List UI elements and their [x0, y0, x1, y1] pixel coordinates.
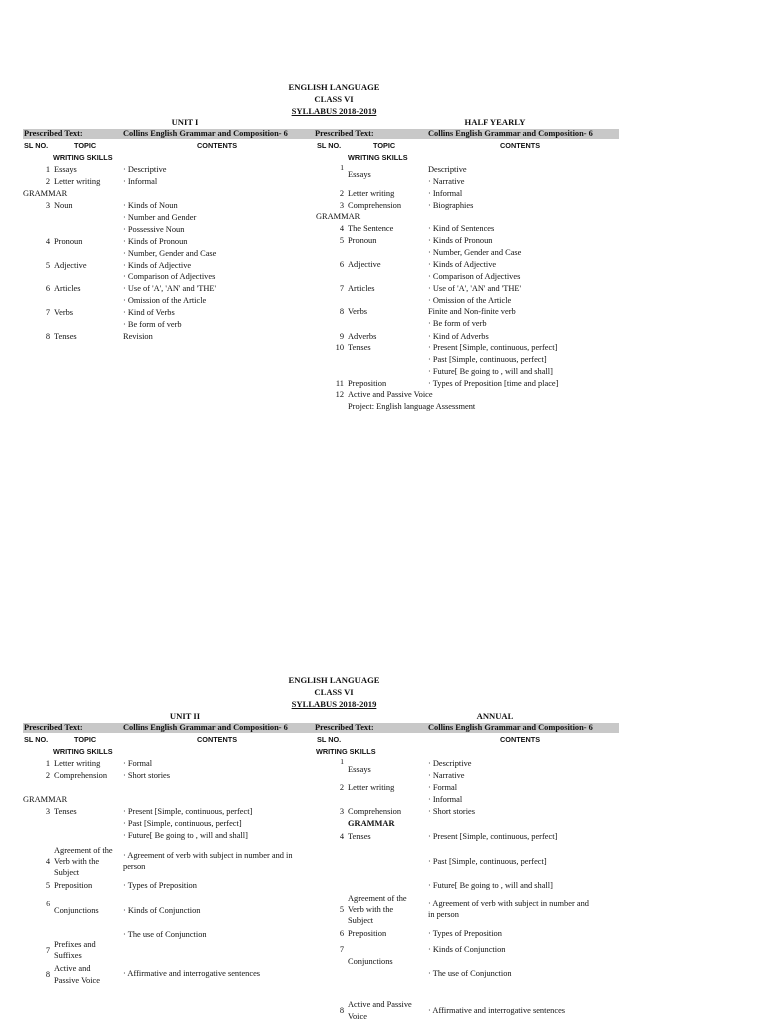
- topic: Letter writing: [54, 759, 101, 768]
- topic: Essays: [54, 165, 77, 174]
- sl-no: 7: [45, 946, 50, 955]
- grammar-heading: GRAMMAR: [316, 212, 361, 221]
- content: in person: [428, 910, 459, 919]
- prescribed-label: Prescribed Text:: [315, 129, 374, 138]
- sl-no: 3: [45, 807, 50, 816]
- content: · Types of Preposition: [428, 929, 502, 938]
- content: · Kind of Verbs: [123, 308, 175, 317]
- grammar-heading: GRAMMAR: [23, 189, 68, 198]
- topic: Verbs: [54, 308, 74, 317]
- sl-no: 11: [335, 379, 344, 388]
- prescribed-book: Collins English Grammar and Composition- 6: [428, 129, 593, 138]
- prescribed-book: Collins English Grammar and Composition- 6: [123, 723, 288, 732]
- content: · Kind of Adverbs: [428, 332, 489, 341]
- topic: Agreement of the: [348, 894, 407, 903]
- content: · Past [Simple, continuous, perfect]: [123, 819, 242, 828]
- col-contents: CONTENTS: [500, 735, 541, 744]
- sl-no: 5: [339, 905, 344, 914]
- col-topic: TOPIC: [74, 735, 97, 744]
- content: Finite and Non-finite verb: [428, 307, 516, 316]
- class-label: CLASS VI: [314, 94, 354, 104]
- sl-no: 1: [340, 163, 344, 172]
- topic: Articles: [54, 284, 81, 293]
- sl-no: 3: [45, 201, 50, 210]
- topic: Essays: [348, 765, 371, 774]
- sl-no: 6: [339, 929, 344, 938]
- content: · Informal: [428, 795, 463, 804]
- sl-no: 6: [45, 284, 50, 293]
- writing-skills-heading: WRITING SKILLS: [53, 153, 113, 162]
- topic: Tenses: [348, 343, 371, 352]
- writing-skills-heading: WRITING SKILLS: [316, 747, 376, 756]
- content: · Be form of verb: [428, 319, 487, 328]
- content: · Present [Simple, continuous, perfect]: [123, 807, 253, 816]
- content: · Narrative: [428, 177, 465, 186]
- sl-no: 10: [335, 343, 344, 352]
- topic: Noun: [54, 201, 73, 210]
- sl-no: 1: [45, 165, 50, 174]
- content: · Use of 'A', 'AN' and 'THE': [123, 284, 217, 293]
- topic: Letter writing: [54, 177, 101, 186]
- topic: Tenses: [54, 332, 77, 341]
- col-slno: SL NO.: [24, 141, 49, 150]
- project-note: Project: English language Assessment: [348, 402, 476, 411]
- sl-no: 6: [339, 260, 344, 269]
- grammar-heading: GRAMMAR: [348, 819, 395, 828]
- content: · Kinds of Conjunction: [123, 906, 201, 915]
- sl-no: 8: [45, 970, 50, 979]
- content: · Number, Gender and Case: [123, 249, 217, 258]
- content: · Comparison of Adjectives: [428, 272, 521, 281]
- content: · Kind of Sentences: [428, 224, 495, 233]
- topic: Verbs: [348, 307, 368, 316]
- topic: Articles: [348, 284, 375, 293]
- topic: Conjunctions: [348, 957, 393, 966]
- sl-no: 5: [45, 261, 50, 270]
- content: · Biographies: [428, 201, 474, 210]
- topic: Passive Voice: [54, 976, 100, 985]
- topic: Adjective: [54, 261, 87, 270]
- content: · Informal: [428, 189, 463, 198]
- sl-no: 2: [339, 189, 344, 198]
- content: Revision: [123, 332, 153, 341]
- sl-no: 1: [340, 757, 344, 766]
- content: · Number and Gender: [123, 213, 197, 222]
- content: · The use of Conjunction: [428, 969, 512, 978]
- content: · Descriptive: [428, 759, 472, 768]
- right-term: ANNUAL: [476, 711, 514, 721]
- sl-no: 8: [339, 307, 344, 316]
- content: · Informal: [123, 177, 158, 186]
- content: · Types of Preposition: [123, 881, 197, 890]
- topic: Voice: [348, 1012, 367, 1021]
- topic: Essays: [348, 170, 371, 179]
- topic: Active and Passive Voice: [348, 390, 433, 399]
- content: · Descriptive: [123, 165, 167, 174]
- content: person: [123, 862, 146, 871]
- content: · Affirmative and interrogative sentences: [428, 1006, 566, 1015]
- col-slno: SL NO.: [24, 735, 49, 744]
- content: · Kinds of Adjective: [123, 261, 192, 270]
- content: · Kinds of Pronoun: [123, 237, 188, 246]
- content: · Kinds of Conjunction: [428, 945, 506, 954]
- sl-no: 2: [45, 771, 50, 780]
- topic: Letter writing: [348, 189, 395, 198]
- content: · Agreement of verb with subject in number and in: [123, 851, 293, 860]
- topic: Conjunctions: [54, 906, 99, 915]
- right-term: HALF YEARLY: [464, 117, 526, 127]
- sl-no: 5: [339, 236, 344, 245]
- topic: Subject: [348, 916, 374, 925]
- content: · Omission of the Article: [428, 296, 512, 305]
- sl-no: 1: [45, 759, 50, 768]
- content: · Kinds of Pronoun: [428, 236, 493, 245]
- content: · Formal: [428, 783, 458, 792]
- content: Descriptive: [428, 165, 467, 174]
- topic: Tenses: [54, 807, 77, 816]
- prescribed-bar: [23, 129, 619, 139]
- syllabus-year: SYLLABUS 2018-2019: [291, 699, 377, 709]
- content: · Kinds of Adjective: [428, 260, 497, 269]
- content: · Past [Simple, continuous, perfect]: [428, 857, 547, 866]
- topic: Active and: [54, 964, 91, 973]
- sl-no: 2: [45, 177, 50, 186]
- content: · Short stories: [123, 771, 170, 780]
- content: · Past [Simple, continuous, perfect]: [428, 355, 547, 364]
- sl-no: 8: [45, 332, 50, 341]
- topic: Preposition: [348, 379, 387, 388]
- writing-skills-heading: WRITING SKILLS: [348, 153, 408, 162]
- content: · Narrative: [428, 771, 465, 780]
- topic: Comprehension: [54, 771, 108, 780]
- content: · Future[ Be going to , will and shall]: [428, 881, 553, 890]
- topic: Adjective: [348, 260, 381, 269]
- topic: Preposition: [348, 929, 387, 938]
- topic: Pronoun: [54, 237, 83, 246]
- col-topic: TOPIC: [373, 141, 396, 150]
- sl-no: 3: [339, 201, 344, 210]
- sl-no: 4: [45, 857, 50, 866]
- content: · The use of Conjunction: [123, 930, 207, 939]
- doc-title: ENGLISH LANGUAGE: [288, 675, 380, 685]
- topic: Active and Passive: [348, 1000, 412, 1009]
- sl-no: 7: [45, 308, 50, 317]
- writing-skills-heading: WRITING SKILLS: [53, 747, 113, 756]
- content: · Possessive Noun: [123, 225, 185, 234]
- sl-no: 8: [339, 1006, 344, 1015]
- col-contents: CONTENTS: [197, 735, 238, 744]
- sl-no: 4: [45, 237, 50, 246]
- topic: Verb with the: [54, 857, 100, 866]
- sl-no: 2: [339, 783, 344, 792]
- col-slno: SL NO.: [317, 735, 342, 744]
- content: · Omission of the Article: [123, 296, 207, 305]
- topic: Comprehension: [348, 201, 402, 210]
- content: · Comparison of Adjectives: [123, 272, 216, 281]
- topic: Pronoun: [348, 236, 377, 245]
- syllabus-year: SYLLABUS 2018-2019: [291, 106, 377, 116]
- left-term: UNIT II: [169, 711, 201, 721]
- sl-no: 4: [339, 832, 344, 841]
- sl-no: 7: [339, 284, 344, 293]
- topic: Verb with the: [348, 905, 394, 914]
- prescribed-book: Collins English Grammar and Composition- 6: [123, 129, 288, 138]
- prescribed-label: Prescribed Text:: [315, 723, 374, 732]
- prescribed-book: Collins English Grammar and Composition- 6: [428, 723, 593, 732]
- content: · Kinds of Noun: [123, 201, 178, 210]
- topic: Prefixes and: [54, 940, 96, 949]
- sl-no: 9: [339, 332, 344, 341]
- content: · Future[ Be going to , will and shall]: [123, 831, 248, 840]
- content: · Formal: [123, 759, 153, 768]
- col-contents: CONTENTS: [197, 141, 238, 150]
- grammar-heading: GRAMMAR: [23, 795, 68, 804]
- sl-no: 6: [46, 899, 50, 908]
- topic: Comprehension: [348, 807, 402, 816]
- sl-no: 4: [339, 224, 344, 233]
- sl-no: 3: [339, 807, 344, 816]
- topic: Subject: [54, 868, 80, 877]
- col-slno: SL NO.: [317, 141, 342, 150]
- content: · Agreement of verb with subject in number and: [428, 899, 589, 908]
- topic: Suffixes: [54, 951, 82, 960]
- class-label: CLASS VI: [314, 687, 354, 697]
- content: · Affirmative and interrogative sentences: [123, 969, 261, 978]
- content: · Be form of verb: [123, 320, 182, 329]
- sl-no: 12: [335, 390, 344, 399]
- content: · Use of 'A', 'AN' and 'THE': [428, 284, 522, 293]
- col-topic: TOPIC: [74, 141, 97, 150]
- topic: The Sentence: [348, 224, 394, 233]
- col-contents: CONTENTS: [500, 141, 541, 150]
- content: · Present [Simple, continuous, perfect]: [428, 343, 558, 352]
- topic: Adverbs: [348, 332, 377, 341]
- content: · Short stories: [428, 807, 475, 816]
- topic: Preposition: [54, 881, 93, 890]
- content: · Number, Gender and Case: [428, 248, 522, 257]
- prescribed-bar: [23, 723, 619, 733]
- prescribed-label: Prescribed Text:: [24, 129, 83, 138]
- prescribed-label: Prescribed Text:: [24, 723, 83, 732]
- topic: Tenses: [348, 832, 371, 841]
- content: · Present [Simple, continuous, perfect]: [428, 832, 558, 841]
- doc-title: ENGLISH LANGUAGE: [288, 82, 380, 92]
- sl-no: 7: [339, 945, 344, 954]
- content: · Future[ Be going to , will and shall]: [428, 367, 553, 376]
- content: · Types of Preposition [time and place]: [428, 379, 559, 388]
- topic: Agreement of the: [54, 846, 113, 855]
- sl-no: 5: [45, 881, 50, 890]
- left-term: UNIT I: [171, 117, 199, 127]
- topic: Letter writing: [348, 783, 395, 792]
